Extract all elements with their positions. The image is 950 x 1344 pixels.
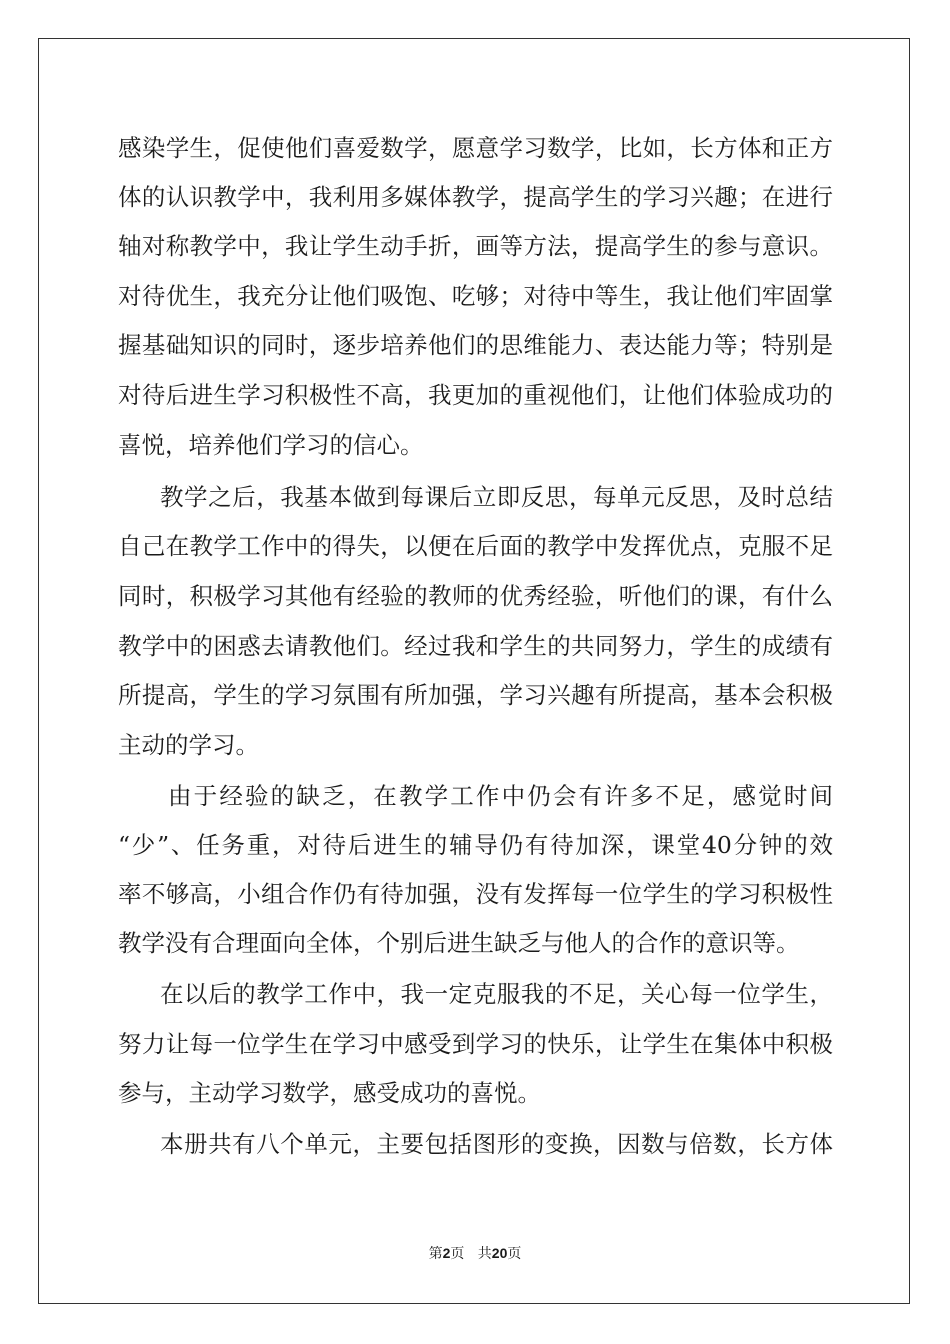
text-line: 对待后进生学习积极性不高，我更加的重视他们，让他们体验成功的 (118, 381, 833, 409)
paragraph-first-line: 在以后的教学工作中，我一定克服我的不足，关心每一位学生， (160, 980, 833, 1008)
text-line: 努力让每一位学生在学习中感受到学习的快乐，让学生在集体中积极 (118, 1030, 833, 1058)
paragraph-first-line: 教学之后，我基本做到每课后立即反思，每单元反思，及时总结 (160, 483, 833, 511)
total-suffix: 页 (507, 1246, 522, 1262)
text-line: 轴对称教学中，我让学生动手折，画等方法，提高学生的参与意识。 (118, 232, 833, 260)
text-line: 握基础知识的同时，逐步培养他们的思维能力、表达能力等；特别是 (118, 331, 833, 359)
text-line: 喜悦，培养他们学习的信心。 (118, 431, 424, 459)
total-prefix: 共 (477, 1246, 492, 1262)
page-suffix: 页 (450, 1246, 465, 1262)
text-line: 主动的学习。 (118, 731, 259, 759)
text-line: 参与，主动学习数学，感受成功的喜悦。 (118, 1079, 541, 1107)
text-line: 体的认识教学中，我利用多媒体教学，提高学生的学习兴趣；在进行 (118, 183, 833, 211)
page-number: 2 (442, 1245, 451, 1261)
text-line: 感染学生，促使他们喜爱数学，愿意学习数学，比如，长方体和正方 (118, 134, 833, 162)
text-line: 教学中的困惑去请教他们。经过我和学生的共同努力，学生的成绩有 (118, 632, 833, 660)
text-line: 所提高，学生的学习氛围有所加强，学习兴趣有所提高，基本会积极 (118, 681, 833, 709)
text-line: 率不够高，小组合作仍有待加强，没有发挥每一位学生的学习积极性 (118, 880, 833, 908)
page-footer (0, 1243, 950, 1264)
text-line: 教学没有合理面向全体，个别后进生缺乏与他人的合作的意识等。 (118, 929, 800, 957)
text-line: “少”、任务重，对待后进生的辅导仍有待加深，课堂40分钟的效 (118, 831, 833, 859)
total-pages: 20 (491, 1245, 508, 1261)
paragraph-first-line: 由于经验的缺乏，在教学工作中仍会有许多不足，感觉时间 (168, 782, 833, 810)
page-prefix: 第 (428, 1246, 443, 1262)
text-line: 对待优生，我充分让他们吸饱、吃够；对待中等生，我让他们牢固掌 (118, 282, 833, 310)
text-line: 同时，积极学习其他有经验的教师的优秀经验，听他们的课，有什么 (118, 582, 833, 610)
paragraph-first-line: 本册共有八个单元，主要包括图形的变换，因数与倍数，长方体 (160, 1130, 833, 1158)
text-line: 自己在教学工作中的得失，以便在后面的教学中发挥优点，克服不足 (118, 532, 833, 560)
